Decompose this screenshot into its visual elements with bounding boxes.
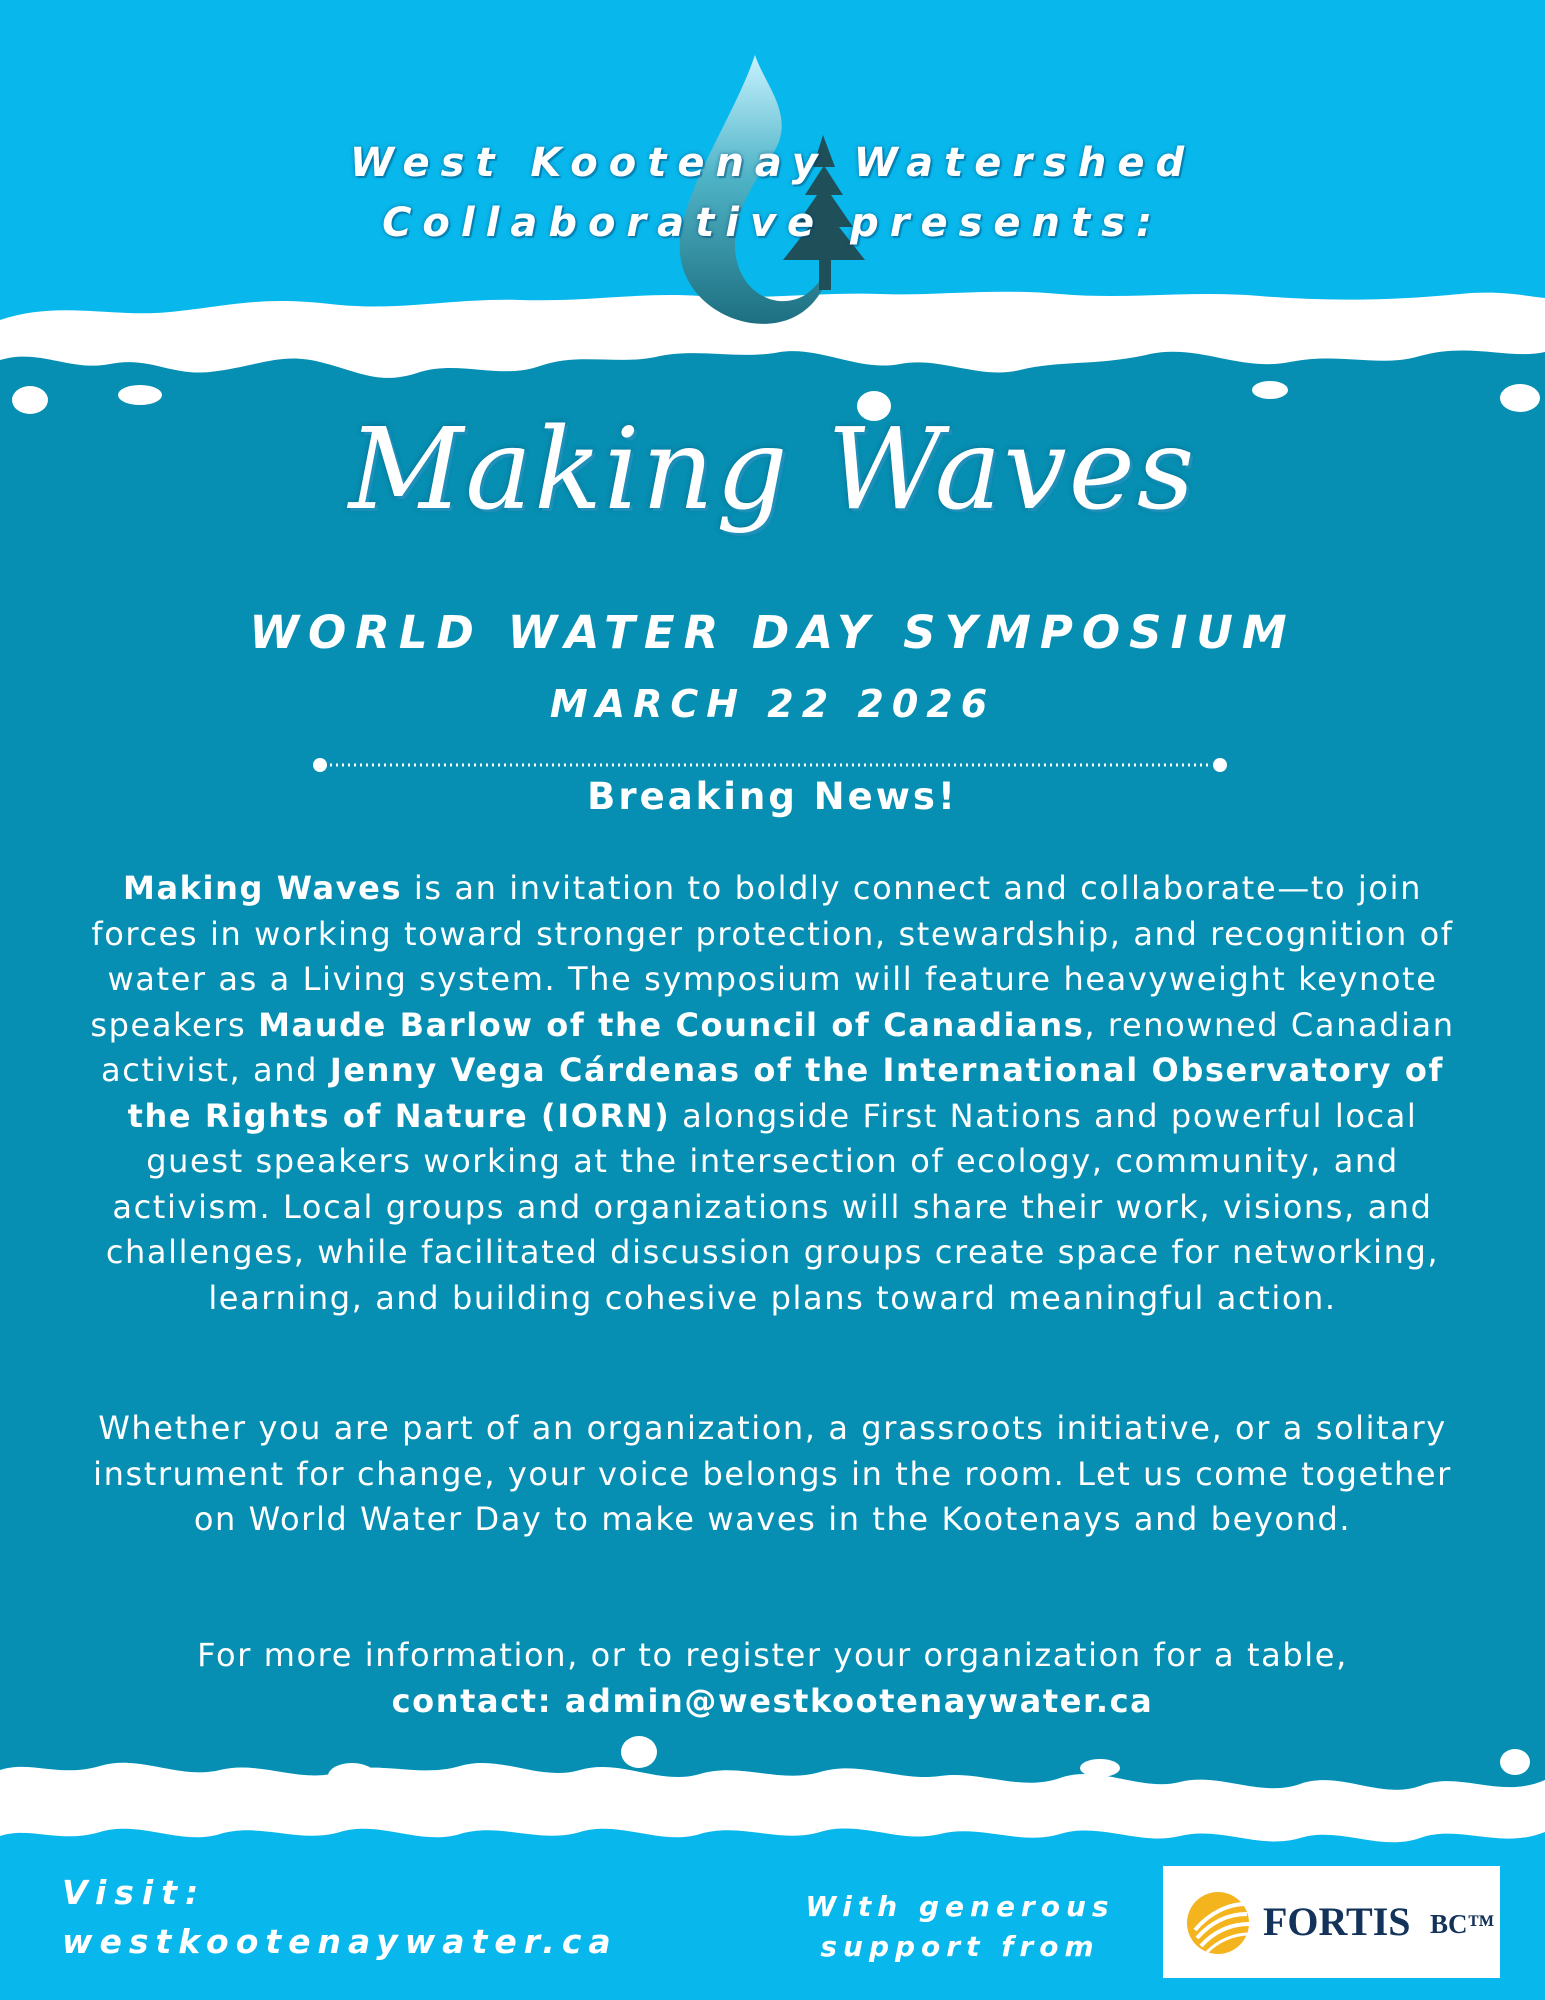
foam-bubble	[1080, 1759, 1120, 1777]
speaker-vega: Jenny Vega Cárdenas of the International Observatory of the Rights of Nature (IORN)	[127, 1051, 1444, 1135]
intro-paragraph	[75, 866, 1470, 1321]
visit-label: Visit:	[62, 1873, 207, 1912]
foam-bubble	[1500, 1749, 1530, 1775]
sponsor-logo	[1163, 1866, 1500, 1978]
presenter-line-1: West Kootenay Watershed	[349, 140, 1196, 186]
presenter-line-2: Collaborative presents:	[382, 200, 1163, 246]
making-waves-bold: Making Waves	[123, 869, 403, 907]
foam-bubble	[118, 385, 162, 405]
event-title: Making Waves	[348, 405, 1197, 535]
event-subtitle: WORLD WATER DAY SYMPOSIUM	[249, 606, 1296, 659]
speaker-barlow: Maude Barlow of the Council of Canadians	[258, 1005, 1085, 1044]
event-date: MARCH 22 2026	[549, 682, 996, 726]
sponsor-suffix: BC™	[1430, 1909, 1495, 1939]
contact-email-link[interactable]: contact: admin@westkootenaywater.ca	[391, 1681, 1154, 1720]
foam-bubble	[1252, 381, 1288, 399]
water-drop-tree-logo-icon	[655, 55, 885, 330]
support-line-1: With generous	[805, 1890, 1115, 1923]
intro-text-3: alongside First Nations and powerful local guest speakers working at the intersection of ecology, community, and activism. Local groups and organizations will share their work, visions, and challenges, while facilitated discussion groups create space for networking, learning, and building cohesive plans toward meaningful action.	[105, 1096, 1440, 1317]
fortis-sun-icon	[1185, 1890, 1251, 1956]
support-line-2: support from	[820, 1930, 1100, 1963]
section-heading: Breaking News!	[587, 775, 958, 818]
dotted-divider	[310, 755, 1230, 775]
foam-bubble	[328, 1763, 376, 1789]
contact-paragraph	[75, 1633, 1470, 1724]
intro-text-1: is an invitation to boldly connect and collaborate—to join forces in working toward stronger protection, stewardship, and recognition of water as a Living system. The symposium will feature heavyweight keynote speakers	[90, 869, 1454, 1044]
website-link[interactable]: westkootenaywater.ca	[62, 1922, 618, 1961]
sponsor-name: FORTIS	[1263, 1899, 1411, 1944]
intro-text-2: , renowned Canadian activist, and	[101, 1005, 1455, 1089]
contact-intro: For more information, or to register your organization for a table,	[197, 1636, 1348, 1674]
foam-bubble	[621, 1736, 657, 1768]
invitation-paragraph: Whether you are part of an organization, a grassroots initiative, or a solitary instrument for change, your voice belongs in the room. Let us come together on World Water Day to make waves in the Kootenays and beyond.	[93, 1409, 1452, 1538]
